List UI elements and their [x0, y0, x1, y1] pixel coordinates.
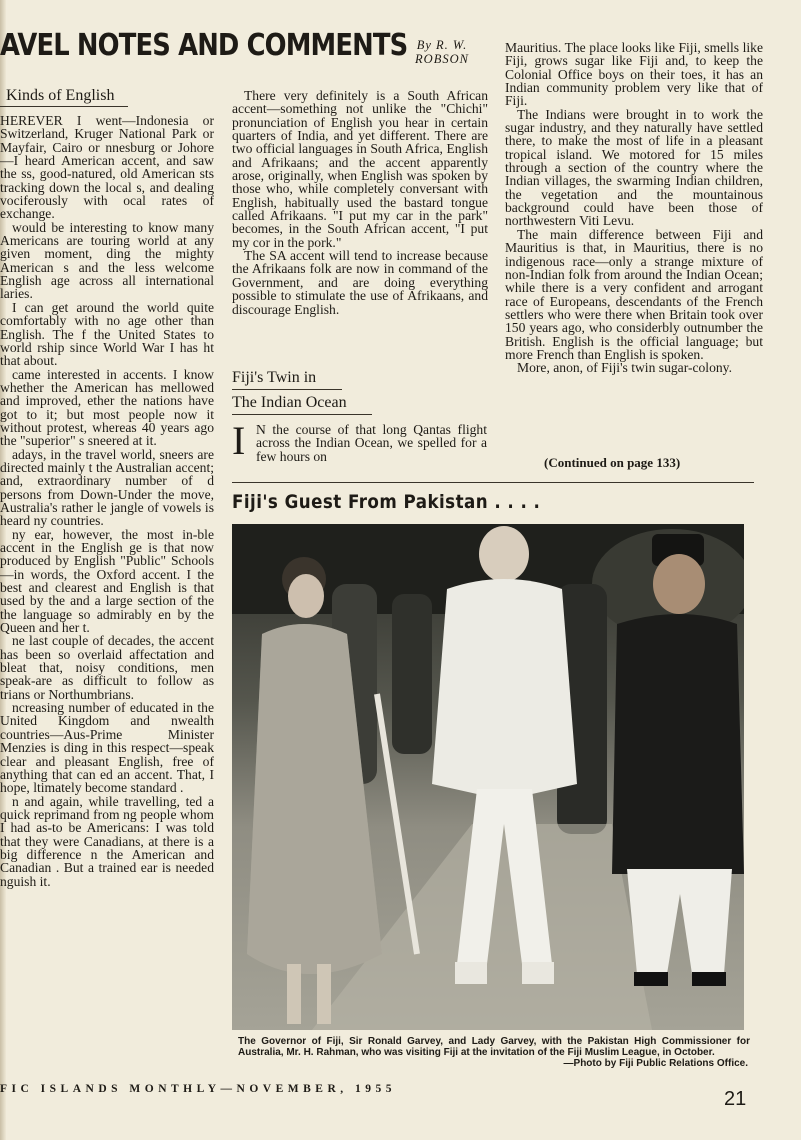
paragraph: ny ear, however, the most in-ble accent in the English ge is that now produced by English "Public" Schools—in words, the Oxford accent. I the best and clearest and English is that used by the and a large section of the the language so admirably en by the Queen and her t. [0, 526, 214, 636]
article-column-1 [0, 114, 214, 1066]
divider-rule [232, 482, 754, 483]
photo-feature-heading: Fiji's Guest From Pakistan . . . . [232, 491, 541, 513]
byline-by: By R. W. [416, 38, 468, 52]
paragraph: ncreasing number of educated in the United Kingdom and nwealth countries—Aus-Prime Minister Menzies is ding in this respect—speak clear and pleasant English, free of anything that can ed an accent. That, I hope, ltimately become standard . [0, 700, 214, 796]
page-footer-publication: FIC ISLANDS MONTHLY—NOVEMBER, 1955 [0, 1083, 397, 1095]
section-rule [232, 414, 372, 415]
page-number: 21 [724, 1088, 747, 1110]
drop-cap: I [232, 418, 246, 463]
section-rule [232, 389, 342, 390]
article-column-2 [232, 89, 488, 361]
paragraph: n and again, while travelling, ted a quick reprimand from ng people whom I had as-to be Americans: I was told that they were Canadians, at there is a big difference n the American and Canadian . But a trained ear is needed nguish it. [0, 793, 214, 889]
photo-credit: —Photo by Fiji Public Relations Office. [563, 1058, 748, 1069]
section-heading-indian-ocean: The Indian Ocean [232, 394, 347, 411]
byline-author: ROBSON [415, 52, 469, 66]
section-heading-kinds-of-english: Kinds of English [6, 87, 115, 104]
paragraph: More, anon, of Fiji's twin sugar-colony. [517, 360, 732, 376]
paragraph: The main difference between Fiji and Mauritius is that, in Mauritius, there is no indigenous race—only a strange mixture of non-Indian folk from around the Indian Ocean; while there is a very confident and arrogant race of Europeans, descendants of the French settlers who were there when Britain took over 150 years ago, who considerbly outnumber the British. English is the official language; but more French than English is spoken. [505, 226, 763, 362]
article-column-2-continued [256, 423, 487, 465]
photo-illustration [232, 524, 744, 1030]
paragraph: HEREVER I went—Indonesia or Switzerland, Kruger National Park or Mayfair, Cairo or nnesburg or Johore—I heard American accent, and saw the ss, good-natured, old American sts tracking down the local s, and dealing vociferously with ocal rates of exchange. [0, 114, 214, 222]
news-photograph [232, 524, 744, 1030]
byline [392, 38, 492, 66]
paragraph: There very definitely is a South African accent—something not unlike the "Chichi" pronunciation of English you hear in certain quarters of India, and yet different. There are two official languages in South Africa, English and Afrikaans; and the accent apparently arose, originally, when English was spoken by those who, while completely conversant with English, habitually used the bastard tongue called Afrikaans. "I put my car in the park" becomes, in the South African accent, "I put my cor in the pork." [232, 89, 488, 250]
section-rule [0, 106, 128, 107]
paragraph: N the course of that long Qantas flight across the Indian Ocean, we spelled for a few hours on [256, 423, 487, 464]
continued-note: (Continued on page 133) [544, 455, 681, 470]
photo-caption [238, 1036, 750, 1069]
column-title: AVEL NOTES AND COMMENTS [0, 28, 408, 63]
paragraph: The SA accent will tend to increase because the Afrikaans folk are now in command of the Government, and are doing everything possible to stimulate the use of Afrikaans, and discourage English. [232, 248, 488, 317]
section-heading-fijis-twin: Fiji's Twin in [232, 369, 317, 386]
caption-text: The Governor of Fiji, Sir Ronald Garvey, and Lady Garvey, with the Pakistan High Commissioner for Australia, Mr. H. Rahman, who was visiting Fiji at the invitation of the Fiji Muslim League, in October. [238, 1036, 750, 1058]
paragraph: ne last couple of decades, the accent has been so overlaid affectation and bleat that, noisy conditions, men speak-are as difficult to follow as trians or Northumbrians. [0, 633, 214, 702]
paragraph: The Indians were brought in to work the sugar industry, and they naturally have settled there, to make the most of life in a pleasant tropical island. We motored for 15 miles through a section of the country where the Indian villages, the swarming Indian children, the vegetation and the mountainous background could have been those of northwestern Viti Levu. [505, 106, 763, 229]
paragraph: would be interesting to know many Americans are touring world at any given moment, ding the mighty American s and the less welcome English age across all international laries. [0, 219, 214, 302]
article-column-3 [505, 41, 763, 456]
paragraph: I can get around the world quite comfortably with no age other than English. The f the United States to world rship since World War I has ht that about. [0, 299, 214, 369]
paragraph: adays, in the travel world, sneers are directed mainly t the Australian accent; and, extraordinary number of d persons from Down-Under the move, Australia's rather le jangle of vowels is heard ny countries. [0, 446, 214, 529]
paragraph: Mauritius. The place looks like Fiji, smells like Fiji, grows sugar like Fiji and, to keep the Colonial Office boys on their toes, it has an Indian community problem very like that of Fiji. [505, 41, 763, 109]
paragraph: came interested in accents. I know whether the American has mellowed and improved, ether the nations have got to it; but most people now it without protest, whereas 40 years ago the "superior" s sneered at it. [0, 366, 214, 449]
